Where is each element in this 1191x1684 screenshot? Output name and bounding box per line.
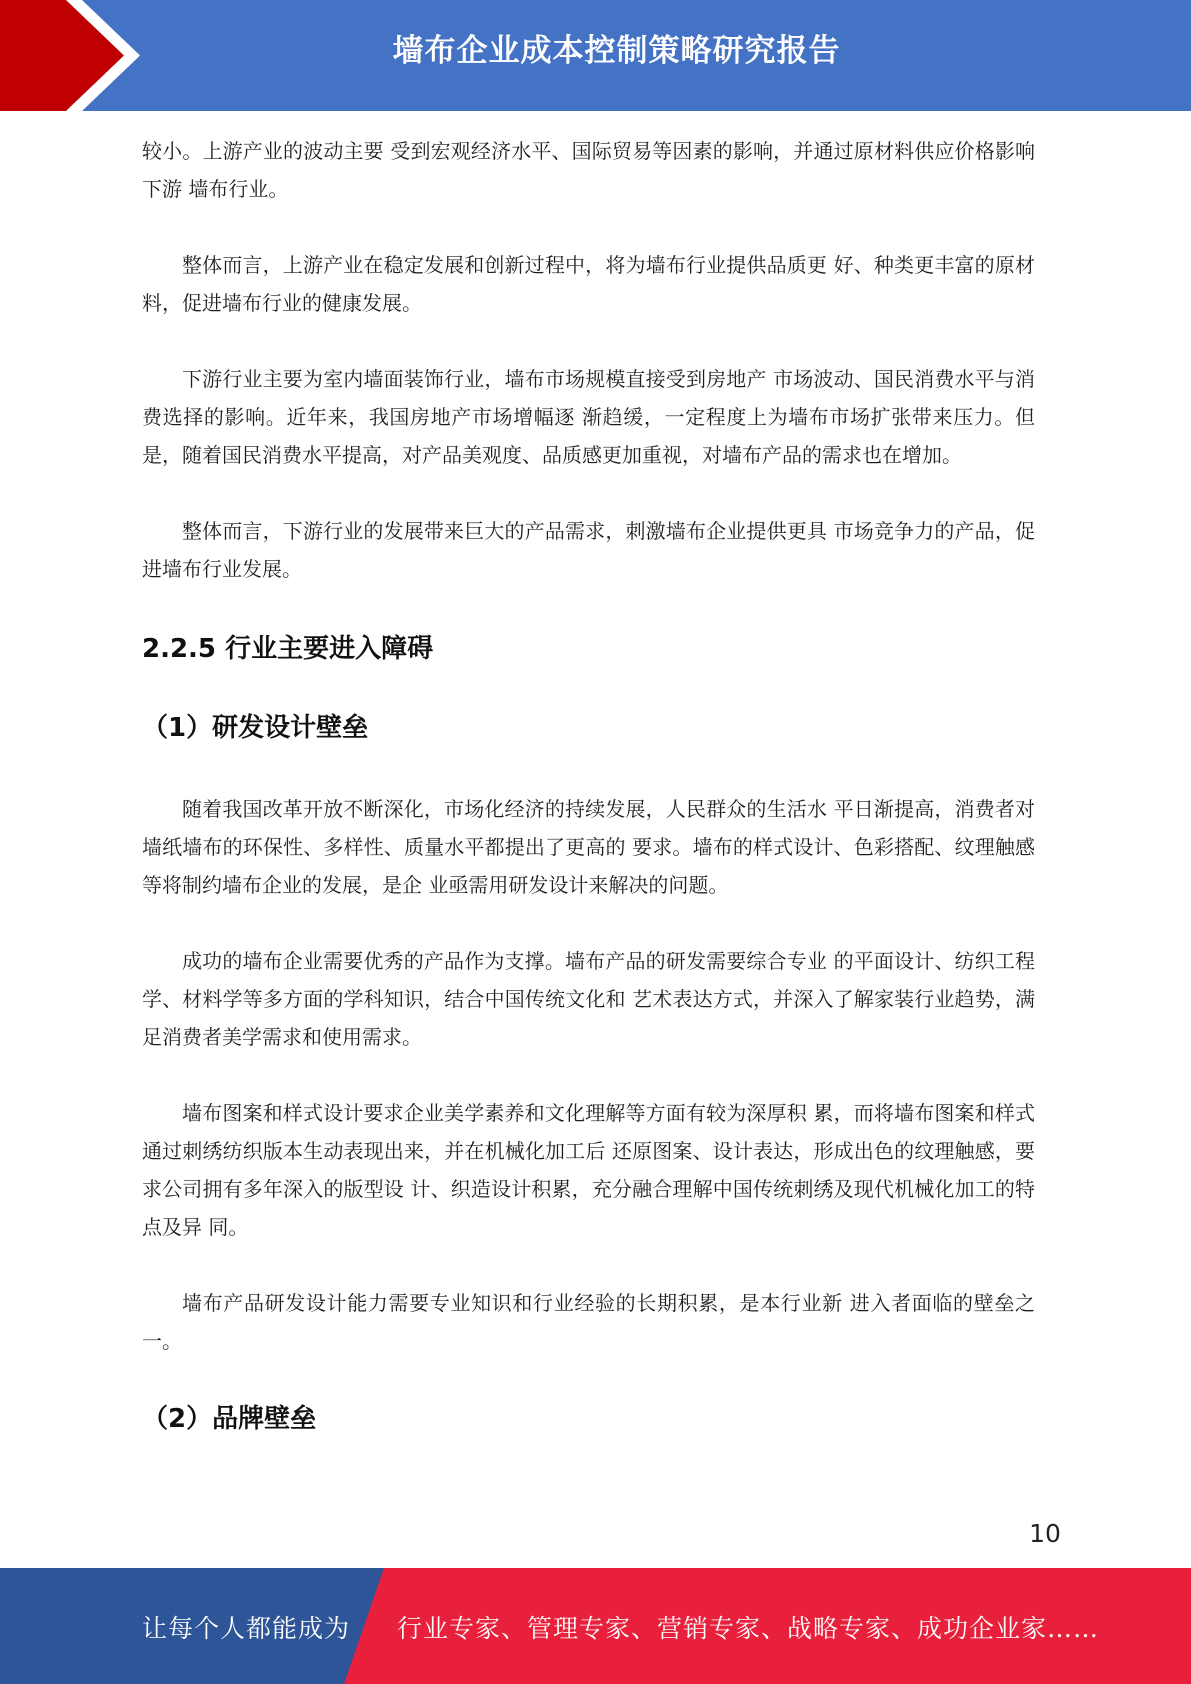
subheading-rd-barrier: （1）研发设计壁垒 bbox=[142, 713, 369, 743]
paragraph-rd-3: 墙布图案和样式设计要求企业美学素养和文化理解等方面有较为深厚积 累，而将墙布图案和样式通过刺绣纺织版本生动表现出来，并在机械化加工后 还原图案、设计表达，形成出色的纹理触感，要求公司拥有多年深入的版型设 计、织造设计积累，充分融合理解中国传统刺绣及现代机械化加工的特点及异 同。 bbox=[142, 1101, 1035, 1239]
subheading-brand-barrier: （2）品牌壁垒 bbox=[142, 1404, 317, 1434]
footer-slogan-right: 行业专家、管理专家、营销专家、战略专家、成功企业家…… bbox=[397, 1614, 1100, 1643]
page-header bbox=[0, 0, 1191, 111]
paragraph-rd-1: 随着我国改革开放不断深化，市场化经济的持续发展，人民群众的生活水 平日渐提高，消费者对墙纸墙布的环保性、多样性、质量水平都提出了更高的 要求。墙布的样式设计、色彩搭配、纹理触感等将制约墙布企业的发展，是企 业亟需用研发设计来解决的问题。 bbox=[142, 797, 1035, 897]
paragraph-rd-4: 墙布产品研发设计能力需要专业知识和行业经验的长期积累，是本行业新 进入者面临的壁垒之一。 bbox=[142, 1291, 1035, 1353]
paragraph-downstream: 下游行业主要为室内墙面装饰行业，墙布市场规模直接受到房地产 市场波动、国民消费水平与消费选择的影响。近年来，我国房地产市场增幅逐 渐趋缓，一定程度上为墙布市场扩张带来压力。但是，随着国民消费水平提高，对产品美观度、品质感更加重视，对墙布产品的需求也在增加。 bbox=[142, 367, 1035, 467]
paragraph-rd-2: 成功的墙布企业需要优秀的产品作为支撑。墙布产品的研发需要综合专业 的平面设计、纺织工程学、材料学等多方面的学科知识，结合中国传统文化和 艺术表达方式，并深入了解家装行业趋势，满足消费者美学需求和使用需求。 bbox=[142, 949, 1035, 1049]
document-title: 墙布企业成本控制策略研究报告 bbox=[392, 33, 841, 69]
paragraph-upstream-summary: 整体而言，上游产业在稳定发展和创新过程中，将为墙布行业提供品质更 好、种类更丰富的原材料，促进墙布行业的健康发展。 bbox=[142, 253, 1035, 315]
document-body bbox=[142, 132, 1035, 1435]
page-number: 10 bbox=[1029, 1519, 1061, 1548]
section-heading-225: 2.2.5 行业主要进入障碍 bbox=[142, 634, 434, 664]
paragraph-downstream-summary: 整体而言，下游行业的发展带来巨大的产品需求，刺激墙布企业提供更具 市场竞争力的产品，促进墙布行业发展。 bbox=[142, 519, 1035, 581]
page-footer bbox=[0, 1568, 1191, 1684]
paragraph-upstream-end: 较小。上游产业的波动主要 受到宏观经济水平、国际贸易等因素的影响，并通过原材料供应价格影响下游 墙布行业。 bbox=[142, 139, 1035, 201]
footer-slogan-left: 让每个人都能成为 bbox=[142, 1614, 351, 1643]
